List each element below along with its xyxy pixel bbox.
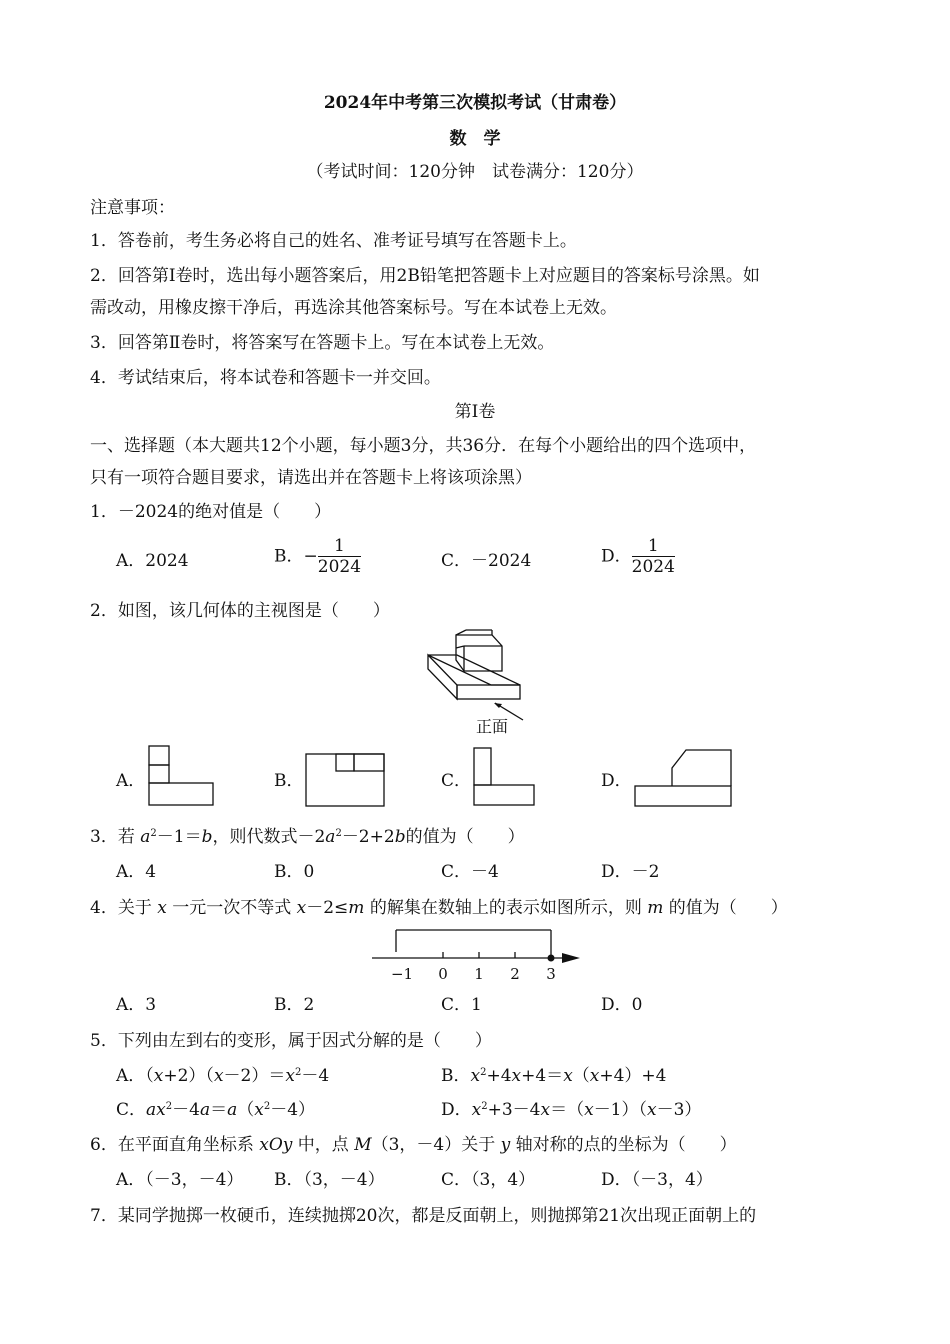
q1-option-c: C．－2024 xyxy=(441,551,532,571)
subject-title: 数 学 xyxy=(449,129,501,149)
q2-option-b-figure xyxy=(305,753,385,807)
q2-front-label: 正面 xyxy=(476,717,509,736)
q3-option-d: D．－2 xyxy=(601,862,660,882)
tick-label: 1 xyxy=(474,965,484,983)
q5-option-b: B．$x^2+4x+4=x(x+4)+4$ xyxy=(441,1066,667,1086)
q5-option-d: D．$x^2+3-4x=(x-1)(x-3)$ xyxy=(441,1100,702,1120)
q2-option-b: B． xyxy=(274,771,304,791)
q5-option-a: A．$(x+2)(x-2)=x^2-4$ xyxy=(116,1066,330,1086)
q3-option-b: B．0 xyxy=(274,862,315,882)
q1-option-b: B．− $\frac{1}{2024}$ xyxy=(274,536,362,577)
q5-option-c: C．$ax^2-4a=a(x^2-4)$ xyxy=(116,1100,316,1120)
q6-option-b: B．（3，－4） xyxy=(274,1170,385,1190)
q6-option-a: A．（－3，－4） xyxy=(116,1170,244,1190)
section-1-line-2: 只有一项符合题目要求，请选出并在答题卡上将该项涂黑） xyxy=(90,468,532,488)
tick-label: −1 xyxy=(390,965,414,983)
q4-number-line xyxy=(360,920,590,990)
q6-stem: 6．在平面直角坐标系 xOy 中，点 M（3，－4）关于 y 轴对称的点的坐标为（ ） xyxy=(90,1135,737,1155)
q3-stem: 3．若 $a^2-1=b$，则代数式$-2a^2-2+2b$的值为（ ） xyxy=(90,827,525,847)
part-1-label: 第Ⅰ卷 xyxy=(454,402,496,422)
q2-option-d-figure xyxy=(634,748,734,808)
q2-option-a: A． xyxy=(116,771,146,791)
q2-option-c: C． xyxy=(441,771,472,791)
q2-option-a-figure xyxy=(148,745,214,807)
q4-stem: 4．关于 x 一元一次不等式 x－2≤m 的解集在数轴上的表示如图所示，则 m 的值为（ ） xyxy=(90,898,788,918)
tick-label: 0 xyxy=(438,965,448,983)
q5-stem: 5．下列由左到右的变形，属于因式分解的是（ ） xyxy=(90,1031,492,1051)
q1-option-d: D． $\frac{1}{2024}$ xyxy=(601,536,675,577)
q4-option-d: D．0 xyxy=(601,995,643,1015)
q1-option-a: A．2024 xyxy=(116,551,189,571)
tick-label: 3 xyxy=(546,965,556,983)
q7-stem: 7．某同学抛掷一枚硬币，连续抛掷20次，都是反面朝上，则抛掷第21次出现正面朝上的 xyxy=(90,1206,757,1226)
q2-stem: 2．如图，该几何体的主视图是（ ） xyxy=(90,601,390,621)
note-4: 4．考试结束后，将本试卷和答题卡一并交回。 xyxy=(90,368,441,388)
note-2-line-2: 需改动，用橡皮擦干净后，再选涂其他答案标号。写在本试卷上无效。 xyxy=(90,298,617,318)
tick-label: 2 xyxy=(510,965,520,983)
q6-option-d: D．（－3，4） xyxy=(601,1170,713,1190)
q2-option-c-figure xyxy=(473,747,535,807)
exam-title: 2024年中考第三次模拟考试（甘肃卷） xyxy=(323,93,627,113)
q1-stem: 1．－2024的绝对值是（ ） xyxy=(90,502,332,522)
q6-option-c: C．（3，4） xyxy=(441,1170,536,1190)
note-2-line-1: 2．回答第Ⅰ卷时，选出每小题答案后，用2B铅笔把答题卡上对应题目的答案标号涂黑。如 xyxy=(90,266,760,286)
q3-option-c: C．－4 xyxy=(441,862,499,882)
q2-option-d: D． xyxy=(601,771,632,791)
q4-option-a: A．3 xyxy=(116,995,157,1015)
q4-option-b: B．2 xyxy=(274,995,315,1015)
exam-info: （考试时间：120分钟 试卷满分：120分） xyxy=(306,162,644,182)
q4-option-c: C．1 xyxy=(441,995,482,1015)
note-3: 3．回答第Ⅱ卷时，将答案写在答题卡上。写在本试卷上无效。 xyxy=(90,333,555,353)
section-1-line-1: 一、选择题（本大题共12个小题，每小题3分，共36分．在每个小题给出的四个选项中， xyxy=(90,436,757,456)
note-1: 1．答卷前，考生务必将自己的姓名、准考证号填写在答题卡上。 xyxy=(90,231,577,251)
notes-heading: 注意事项： xyxy=(90,198,175,218)
q3-option-a: A．4 xyxy=(116,862,157,882)
